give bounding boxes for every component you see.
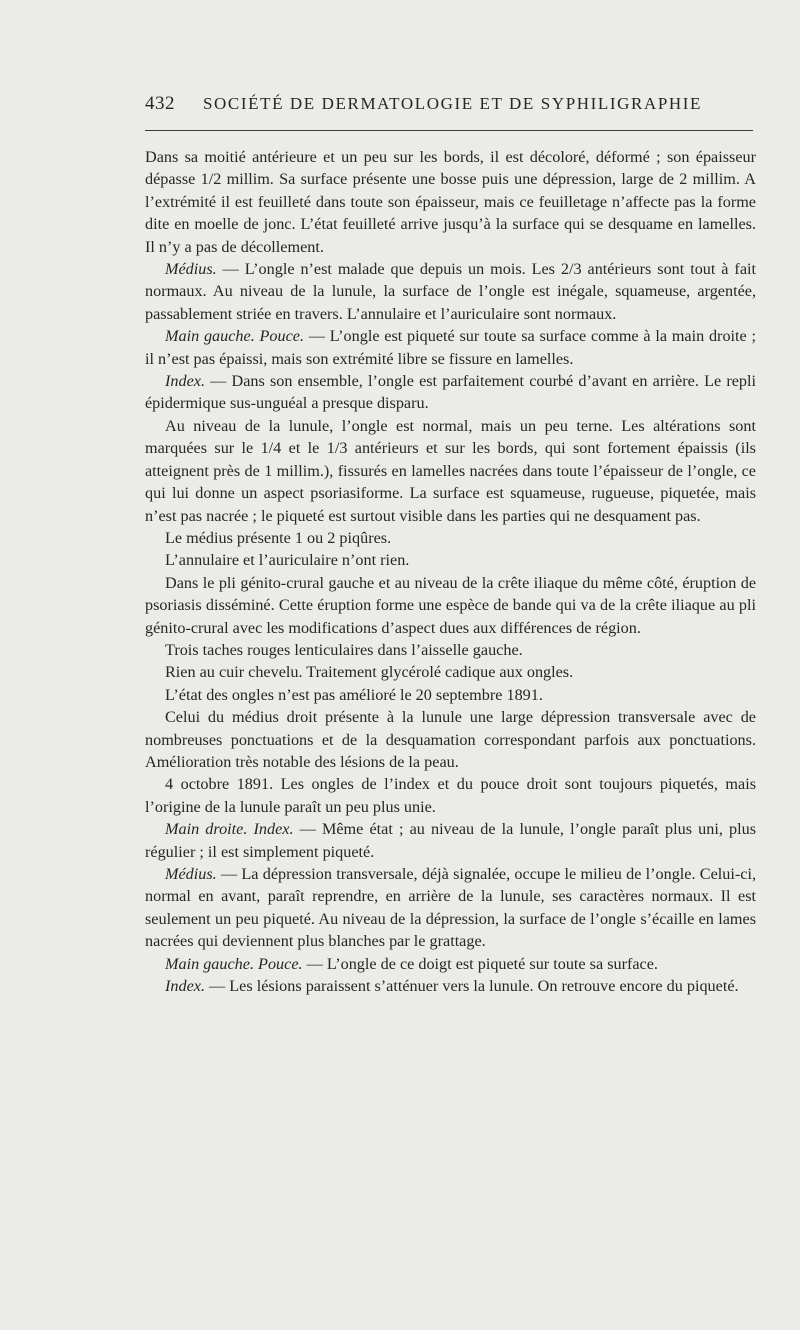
- page-number: 432: [145, 93, 175, 114]
- paragraph: Celui du médius droit présente à la lunule une large dépression transversale avec de nombreuses ponctuations et de la desquamation correspondant parfois aux ponctuations. Amélioration très notable des lésions de la peau.: [145, 708, 756, 771]
- paragraph: Dans le pli génito-crural gauche et au niveau de la crête iliaque du même côté, éruption de psoriasis disséminé. Cette éruption forme une espèce de bande qui va de la crête iliaque au pli génito-crural avec les modifications d’aspect dues aux différences de région.: [145, 573, 756, 637]
- paragraph: Médius. — La dépression transversale, déjà signalée, occupe le milieu de l’ongle. Celui-ci, normal en avant, paraît reprendre, en arrière de la lunule, ses caractères normaux. Il est seulement un peu piqueté. Au niveau de la dépression, la surface de l’ongle s’écaille en lames nacrées qui deviennent plus blanches par le grattage.: [145, 865, 756, 951]
- page-header: [145, 93, 755, 119]
- paragraph: Index. — Dans son ensemble, l’ongle est parfaitement courbé d’avant en arrière. Le repli épidermique sus-unguéal a presque disparu.: [145, 372, 756, 413]
- paragraph: Médius. — L’ongle n’est malade que depuis un mois. Les 2/3 antérieurs sont tout à fait normaux. Au niveau de la lunule, la surface de l’ongle est inégale, squameuse, argentée, passablement striée en travers. L’annulaire et l’auriculaire sont normaux.: [145, 260, 756, 323]
- paragraph: Main gauche. Pouce. — L’ongle de ce doigt est piqueté sur toute sa surface.: [165, 954, 658, 973]
- paragraph-lead: Médius.: [165, 865, 217, 883]
- paragraph-lead: Main droite. Index.: [165, 820, 294, 839]
- paragraph: Rien au cuir chevelu. Traitement glycérolé cadique aux ongles.: [165, 663, 574, 682]
- paragraph-lead: Main gauche. Pouce.: [165, 954, 303, 973]
- paragraph: 4 octobre 1891. Les ongles de l’index et du pouce droit sont toujours piquetés, mais l’origine de la lunule paraît un peu plus unie.: [145, 775, 756, 816]
- paragraph: L’état des ongles n’est pas amélioré le 20 septembre 1891.: [165, 685, 543, 704]
- paragraph: Le médius présente 1 ou 2 piqûres.: [165, 528, 392, 547]
- paragraph: L’annulaire et l’auriculaire n’ont rien.: [165, 551, 410, 570]
- paragraph: Index. — Les lésions paraissent s’atténuer vers la lunule. On retrouve encore du piqueté.: [165, 977, 739, 996]
- paragraph-lead: Médius.: [165, 260, 217, 279]
- paragraph: Trois taches rouges lenticulaires dans l’aisselle gauche.: [165, 640, 523, 659]
- paragraph-lead: Main gauche. Pouce.: [165, 327, 305, 346]
- running-title: SOCIÉTÉ DE DERMATOLOGIE ET DE SYPHILIGRAPHIE: [203, 94, 703, 113]
- header-rule: [145, 130, 753, 131]
- paragraph-lead: Index.: [165, 977, 205, 996]
- paragraph: Dans sa moitié antérieure et un peu sur les bords, il est décoloré, déformé ; son épaisseur dépasse 1/2 millim. Sa surface présente une bosse puis une dépression, large de 2 millim. A l’extrémité il est feuilleté dans toute son épaisseur, mais ce feuilletage n’affecte pas la forme dite en moelle de jonc. L’état feuilleté arrive jusqu’à la surface qui se desquame en lamelles. Il n’y a pas de décollement.: [145, 148, 756, 256]
- paragraph-lead: Index.: [165, 372, 205, 391]
- paragraph: Main gauche. Pouce. — L’ongle est piqueté sur toute sa surface comme à la main droite ; il n’est pas épaissi, mais son extrémité libre se fissure en lamelles.: [145, 327, 756, 368]
- paragraph: Au niveau de la lunule, l’ongle est normal, mais un peu terne. Les altérations sont marquées sur le 1/4 et le 1/3 antérieurs et sur les bords, qui sont fortement épaissis (ils atteignent près de 1 millim.), fissurés en lamelles nacrées dans toute l’épaisseur de l’ongle, ce qui lui donne un aspect psoriasiforme. La surface est squameuse, rugueuse, piquetée, mais n’est pas nacrée ; le piqueté est surtout visible dans les parties qui ne desquament pas.: [145, 416, 756, 525]
- body-text: [145, 146, 756, 997]
- paragraph: Main droite. Index. — Même état ; au niveau de la lunule, l’ongle paraît plus uni, plus régulier ; il est simplement piqueté.: [145, 820, 756, 861]
